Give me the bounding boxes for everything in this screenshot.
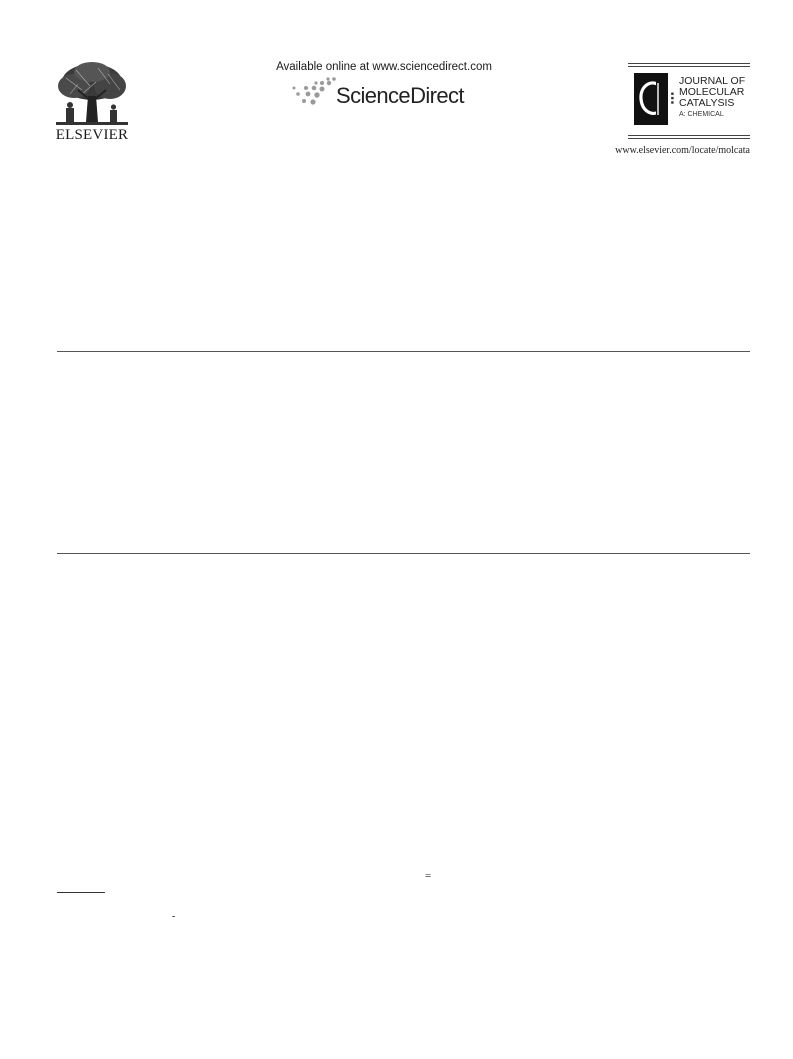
equals-glyph: = — [425, 870, 432, 882]
journal-title-line: JOURNAL OF — [679, 75, 746, 87]
journal-rule — [628, 135, 750, 136]
sciencedirect-name: ScienceDirect — [336, 83, 464, 108]
journal-rule — [628, 63, 750, 64]
journal-subtitle: A: CHEMICAL — [679, 111, 724, 118]
sciencedirect-banner — [262, 60, 502, 112]
journal-title — [679, 76, 751, 109]
journal-title-line: MOLECULAR — [679, 86, 745, 98]
journal-url: www.elsevier.com/locate/molcata — [615, 145, 750, 156]
journal-rule — [628, 138, 750, 139]
journal-cover-icon — [634, 73, 668, 125]
available-online-text: Available online at www.sciencedirect.com — [276, 61, 492, 73]
abstract-top-rule — [57, 351, 750, 352]
abstract-bottom-rule — [57, 553, 750, 554]
footnote-rule — [57, 892, 105, 893]
sciencedirect-dots-icon — [286, 76, 342, 108]
journal-rule — [628, 66, 750, 67]
journal-masthead — [628, 63, 750, 143]
dash-glyph: - — [172, 911, 176, 922]
journal-side-mark: ■ ■ ■ — [669, 92, 675, 104]
publisher-name: ELSEVIER — [55, 127, 129, 143]
journal-title-line: CATALYSIS — [679, 97, 735, 109]
